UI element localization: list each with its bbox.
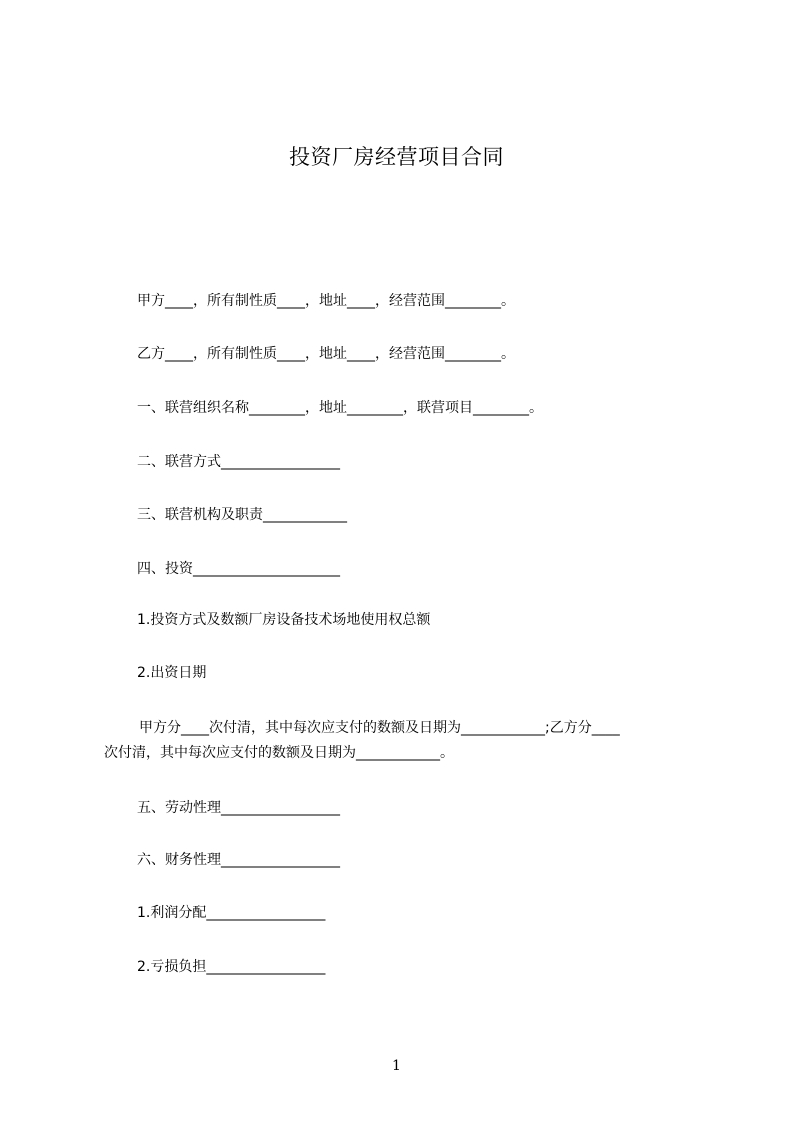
loss-bearing-line: 2.亏损负担_________________ — [137, 959, 326, 975]
section-1-joint-organization: 一、联营组织名称________，地址________，联营项目________。 — [137, 400, 543, 416]
investment-method-line: 1.投资方式及数额厂房设备技术场地使用权总额 — [137, 612, 431, 628]
payment-paragraph-line-1: 甲方分____次付清，其中每次应支付的数额及日期为____________;乙方分____ — [139, 720, 620, 736]
page-number: 1 — [392, 1058, 401, 1074]
section-3-joint-institution: 三、联营机构及职责____________ — [137, 507, 347, 523]
section-6-financial-management: 六、财务性理_________________ — [137, 852, 340, 868]
section-4-investment: 四、投资_____________________ — [137, 561, 340, 577]
document-title: 投资厂房经营项目合同 — [289, 145, 504, 169]
payment-paragraph — [104, 716, 704, 766]
section-5-labor-management: 五、劳动性理_________________ — [137, 800, 340, 816]
section-2-joint-method: 二、联营方式_________________ — [137, 454, 340, 470]
profit-distribution-line: 1.利润分配_________________ — [137, 905, 326, 921]
party-a-line: 甲方____，所有制性质____，地址____，经营范围________。 — [137, 293, 515, 309]
party-b-line: 乙方____，所有制性质____，地址____，经营范围________。 — [137, 346, 515, 362]
investment-date-line: 2.出资日期 — [137, 665, 207, 681]
payment-paragraph-line-2: 次付清，其中每次应支付的数额及日期为____________。 — [104, 745, 454, 761]
